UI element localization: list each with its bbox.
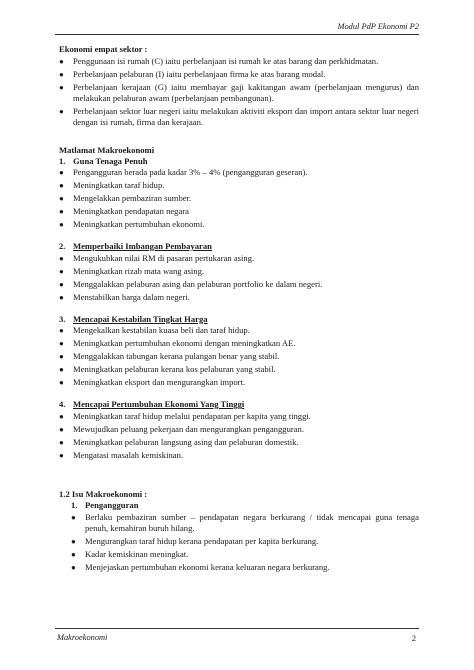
isu-heading: 1.2 Isu Makroekonomi : <box>59 489 148 499</box>
list-item: ● Meningkatkan pelaburan kerana kos pelaburan yang stabil. <box>59 364 276 374</box>
matlamat-heading: Matlamat Makroekonomi <box>59 144 155 155</box>
bullet-icon: ● <box>59 279 64 289</box>
page-header-title: Modul PdP Ekonomi P2 <box>337 22 419 31</box>
list-item: ● Penggunaan isi rumah (C) iaitu perbelanjaan isi rumah ke atas barang dan perkhidmatan. <box>59 55 379 66</box>
list-item: ● Menstabilkan harga dalam negeri. <box>59 291 190 302</box>
bullet-icon: ● <box>59 266 64 276</box>
list-item: ● Meningkatkan pelaburan langsung asing dan pelaburan domestik. <box>59 436 299 447</box>
list-item: ● Mengatasi masalah kemiskinan. <box>59 449 184 460</box>
list-item: ● Meningkatkan rizab mata wang asing. <box>59 265 205 276</box>
list-item: ● Meningkatkan pertumbuhan ekonomi dengan meningkatkan AE. <box>59 338 296 348</box>
isu-list <box>71 512 419 573</box>
list-item: ● Kadar kemiskinan meningkat. <box>71 548 189 559</box>
bullet-icon: ● <box>71 536 76 546</box>
bullet-icon: ● <box>59 220 64 229</box>
list-item: ● Menggalakkan tabungan kerana pulangan benar yang stabil. <box>59 351 280 361</box>
goal-list-2 <box>59 253 419 303</box>
footer-title: Makroekonomi <box>57 633 108 642</box>
list-item: ● Mengurangkan taraf hidup kerana pendapatan per kapita berkurang. <box>71 535 319 546</box>
bullet-icon: ● <box>71 512 76 522</box>
bullet-icon: ● <box>59 194 64 203</box>
list-item: ● Perbelanjaan pelaburan (I) iaitu perbelanjaan firma ke atas barang modal. <box>59 68 326 79</box>
bullet-icon: ● <box>59 181 64 190</box>
bullet-icon: ● <box>59 56 64 66</box>
main-content <box>59 44 419 463</box>
bullet-icon: ● <box>59 69 64 79</box>
list-item: ● Menjejaskan pertumbuhan ekonomi kerana keluaran negara berkurang. <box>71 561 330 572</box>
goal-heading-4: 4. Mencapai Pertumbuhan Ekonomi Yang Tinggi <box>59 399 245 409</box>
list-item: ● Meningkatkan taraf hidup melalui pendapatan per kapita yang tinggi. <box>59 410 311 421</box>
bullet-icon: ● <box>59 378 64 387</box>
isu-subheading: 1. Pengangguran <box>71 500 139 510</box>
goal-list-3 <box>59 325 419 388</box>
bullet-icon: ● <box>59 339 64 348</box>
goal-list-1 <box>59 167 419 230</box>
bullet-icon: ● <box>59 365 64 374</box>
sector-list <box>59 56 419 128</box>
page-number: 2 <box>411 633 416 643</box>
list-item: ● Meningkatkan eksport dan mengurangkan import. <box>59 377 246 387</box>
sector-heading: Ekonomi empat sektor : <box>59 44 148 54</box>
list-item: ● Pengangguran berada pada kadar 3% – 4% (pengangguran geseran). <box>59 167 308 177</box>
list-item: ● Menggalakkan pelaburan asing dan pelaburan portfolio ke dalam negeri. <box>59 278 323 289</box>
bullet-icon: ● <box>59 411 64 421</box>
isu-section <box>59 489 419 575</box>
bullet-icon: ● <box>71 549 76 559</box>
bullet-icon: ● <box>59 424 64 434</box>
list-item: ● Mengelakkan pembaziran sumber. <box>59 193 192 203</box>
bullet-icon: ● <box>59 437 64 447</box>
bullet-icon: ● <box>59 326 64 335</box>
bullet-icon: ● <box>59 352 64 361</box>
goal-heading-1: 1. Guna Tenaga Penuh <box>59 155 148 166</box>
bullet-icon: ● <box>59 168 64 177</box>
goal-list-4 <box>59 411 419 461</box>
goal-heading-2: 2. Memperbaiki Imbangan Pembayaran <box>59 241 212 251</box>
list-item: ● Meningkatkan taraf hidup. <box>59 180 165 190</box>
bullet-icon: ● <box>71 562 76 572</box>
header-rule <box>55 34 419 35</box>
footer-rule <box>55 628 419 629</box>
bullet-icon: ● <box>59 82 64 92</box>
list-item: ● Mengukuhkan nilai RM di pasaran pertukaran asing. <box>59 252 255 263</box>
list-item: ● Meningkatkan pendapatan negara <box>59 206 189 216</box>
bullet-icon: ● <box>59 207 64 216</box>
list-item: ● Meningkatkan pertumbuhan ekonomi. <box>59 219 205 229</box>
bullet-icon: ● <box>59 450 64 460</box>
goal-heading-3: 3. Mencapai Kestabilan Tingkat Harga <box>59 313 208 324</box>
list-item: ● Mewujudkan peluang pekerjaan dan mengurangkan pengangguran. <box>59 423 304 434</box>
bullet-icon: ● <box>59 253 64 263</box>
list-item: ● Berlaku pembaziran sumber – pendapatan negara berkurang / tidak mencapai guna tenaga penuh, kemahiran buruh hilang. <box>71 511 419 533</box>
bullet-icon: ● <box>59 292 64 302</box>
list-item: ● Perbelanjaan kerajaan (G) iaitu membayar gaji kakitangan awam (perbelanjaan mengurus) dan melakukan pelaburan awam (perbelanjaan pembangunan). <box>59 81 419 103</box>
list-item: ● Mengekalkan kestabilan kuasa beli dan taraf hidup. <box>59 325 250 335</box>
list-item: ● Perbelanjaan sektor luar negeri iaitu melakukan aktiviti eksport dan import antara sektor luar negeri dengan isi rumah, firma dan kerajaan. <box>59 105 419 127</box>
bullet-icon: ● <box>59 106 64 116</box>
